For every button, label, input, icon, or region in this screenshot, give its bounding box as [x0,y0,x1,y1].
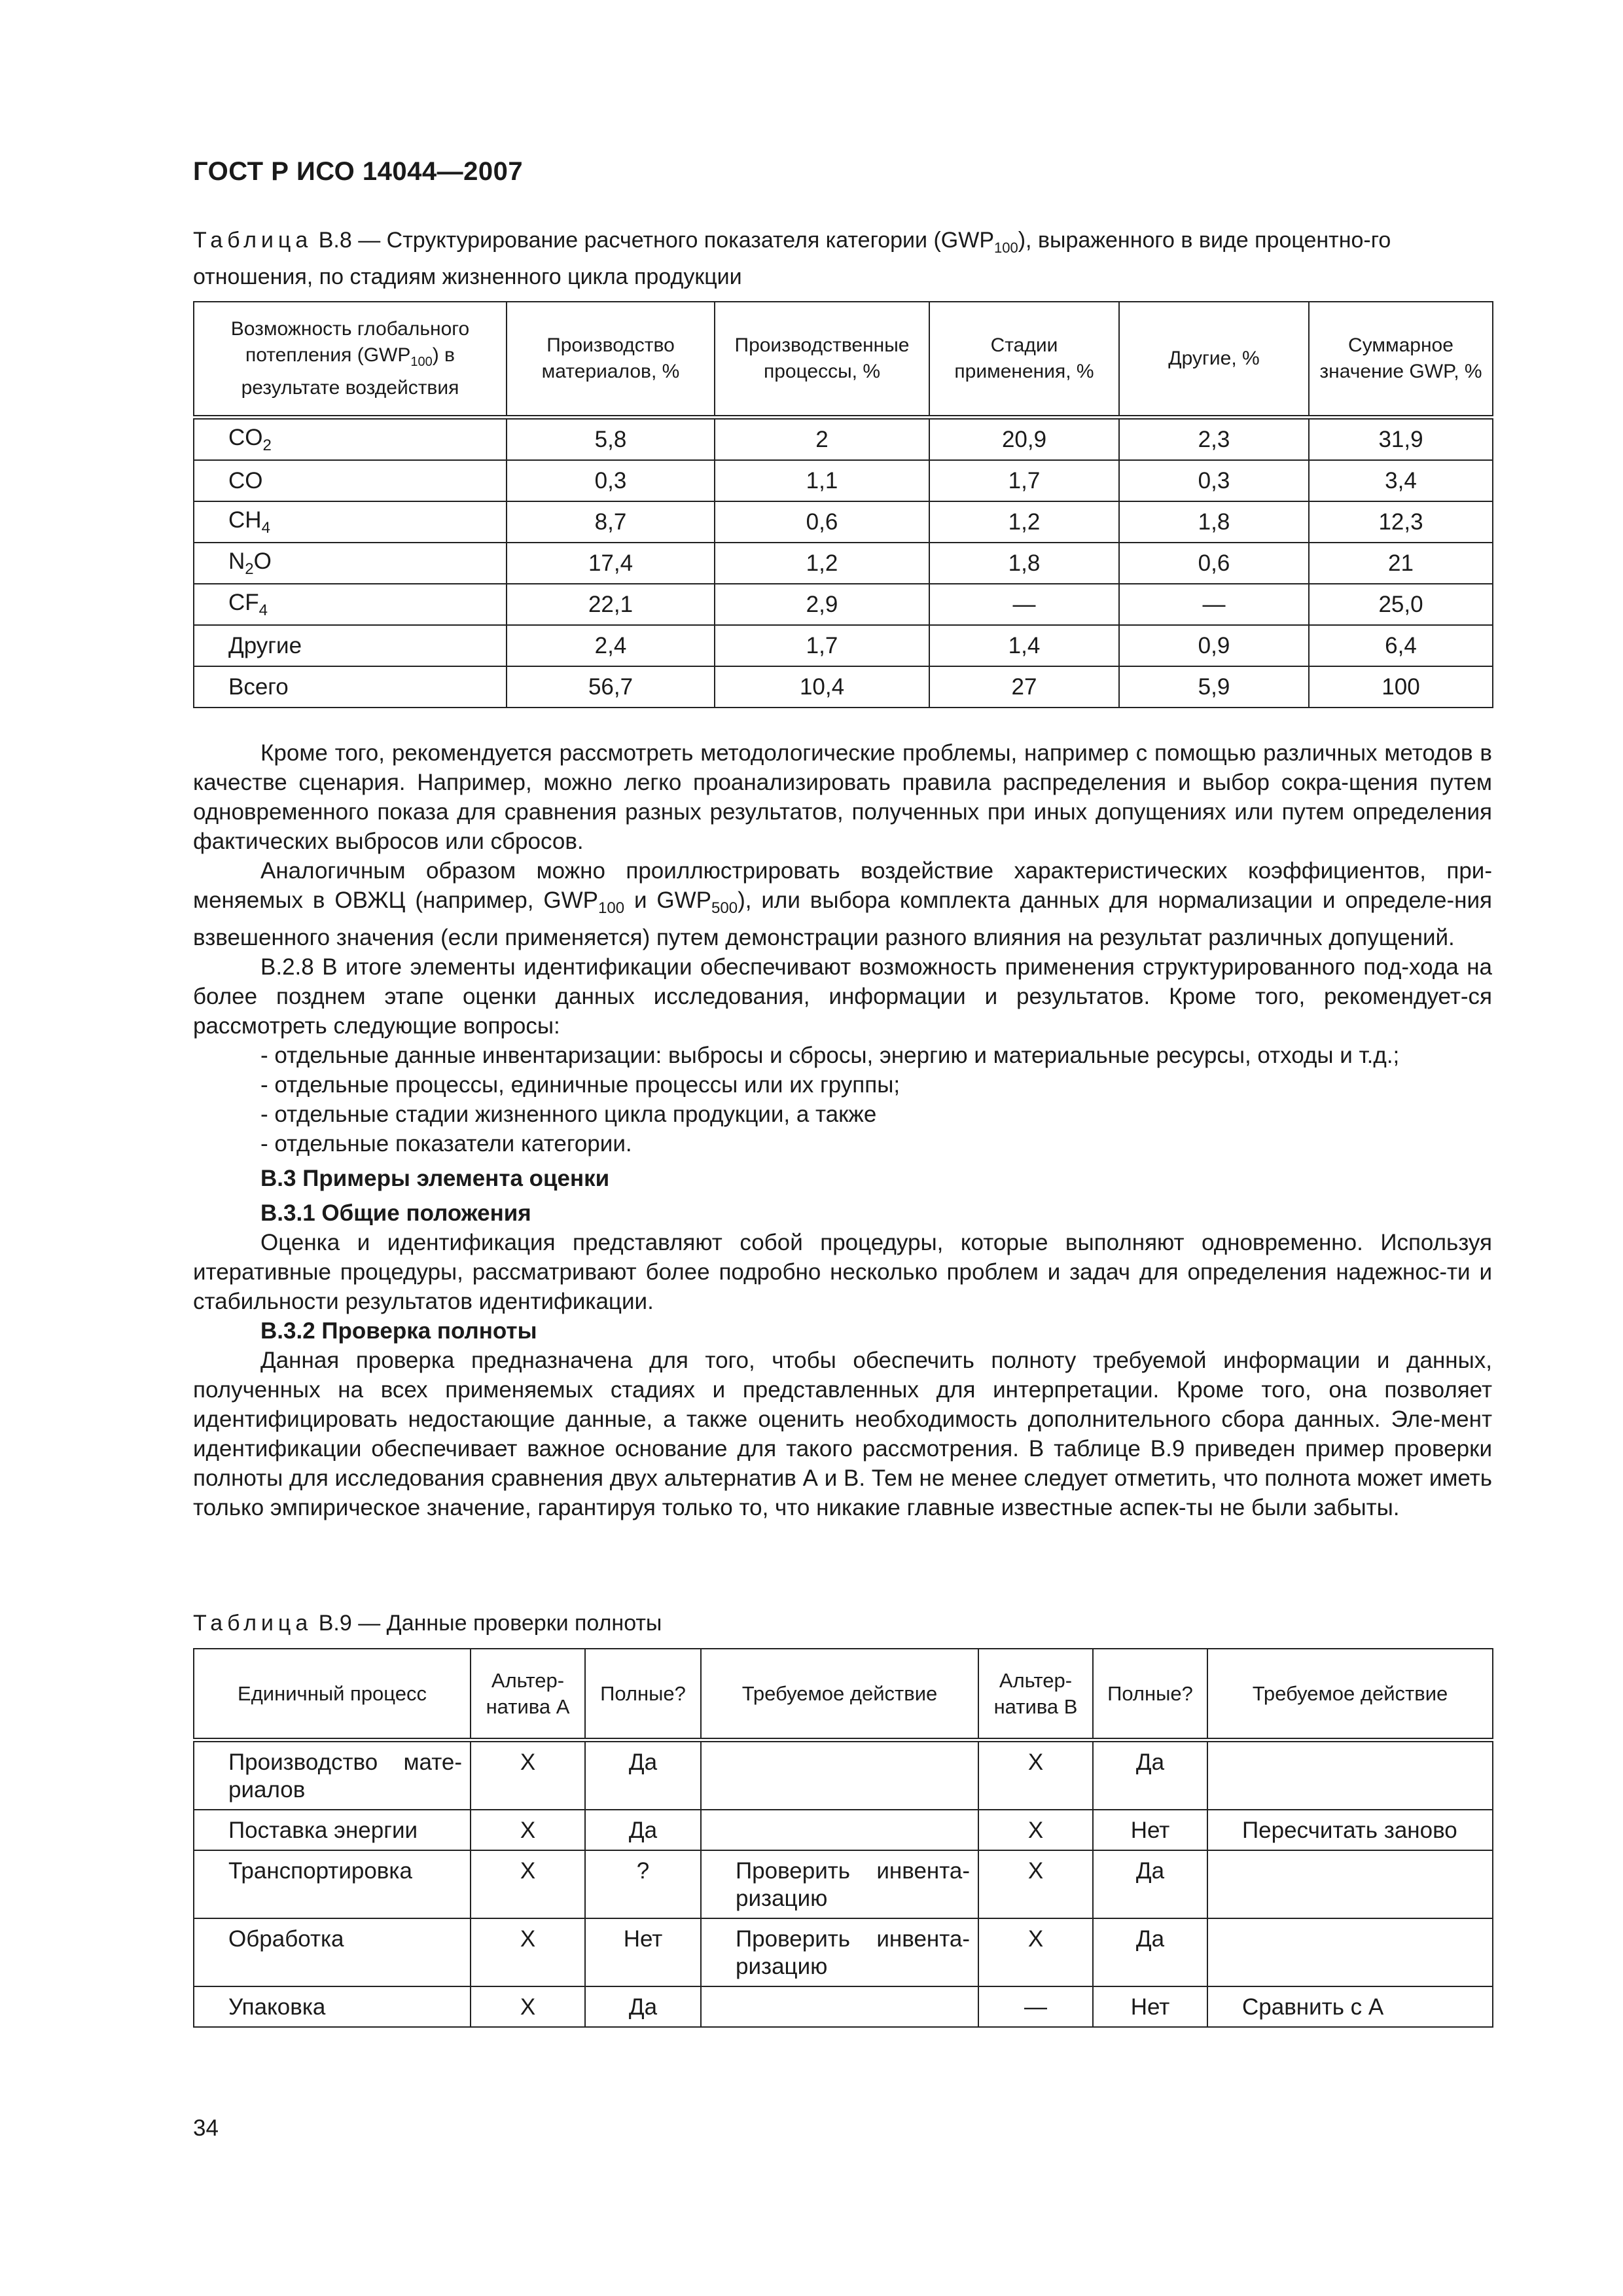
table-b9-header-action-b: Требуемое действие [1207,1649,1493,1740]
section-heading: В.3.1 Общие положения [260,1200,531,1226]
table-b8-header-processes: Производственные процессы, % [715,302,929,418]
table-cell: X [471,1850,585,1918]
table-cell: Проверить инвента-ризацию [701,1918,978,1986]
table-cell: X [471,1986,585,2027]
table-cell: 0,6 [1119,543,1309,584]
table-row [194,584,1493,625]
table-cell: X [978,1810,1093,1850]
table-row [194,501,1493,543]
table-cell: 1,1 [715,460,929,501]
table-cell: 1,7 [929,460,1119,501]
paragraph: Аналогичным образом можно проиллюстрировать воздействие характеристических коэффициентов, при-меняемых в ОВЖЦ (например, $GWP_{100}$ и $GWP_{500}$), или выбора комплекта данных для нормализации и определе-ния взвешенного значения (если применяется) путем демонстрации разного влияния на результат различных допущений. [193,858,1493,950]
table-b8-row-label: $CH_4$ [194,501,507,543]
table-cell: Проверить инвента-ризацию [701,1850,978,1918]
list-item: - отдельные показатели категории. [260,1131,632,1157]
table-b8-row-label: $N_2O$ [194,543,507,584]
table-cell [1207,1850,1493,1918]
table-b8-caption [193,226,1492,292]
table-row [194,418,1493,461]
table-cell: Пересчитать заново [1207,1810,1493,1850]
table-b8-row-label: $CF_4$ [194,584,507,625]
table-cell: 6,4 [1309,625,1493,666]
table-cell: 25,0 [1309,584,1493,625]
table-b8-caption-text: В.8 — Структурирование расчетного показателя категории (GWP [312,228,995,253]
table-cell: 2,4 [507,625,715,666]
table-cell: Да [1093,1850,1207,1918]
table-cell: 27 [929,666,1119,708]
table-b8-row-label: Всего [194,666,507,708]
table-cell: Обработка [194,1918,471,1986]
table-row [194,1986,1493,2027]
table-cell: X [471,1740,585,1810]
table-cell: 100 [1309,666,1493,708]
section-heading: В.3 Примеры элемента оценки [260,1166,610,1191]
table-cell: 2,9 [715,584,929,625]
table-cell: X [471,1810,585,1850]
table-cell: X [471,1918,585,1986]
table-cell: — [978,1986,1093,2027]
table-cell: Поставка энергии [194,1810,471,1850]
table-b9-header-complete-a: Полные? [585,1649,701,1740]
table-cell: Да [585,1986,701,2027]
table-cell: 20,9 [929,418,1119,461]
table-cell: 1,8 [1119,501,1309,543]
table-cell: Нет [1093,1986,1207,2027]
table-cell [1207,1740,1493,1810]
table-cell: 0,6 [715,501,929,543]
table-cell: Сравнить с А [1207,1986,1493,2027]
table-row [194,1850,1493,1918]
table-b8-header-materials: Производство материалов, % [507,302,715,418]
table-b8-row-label: CO [194,460,507,501]
table-cell: ? [585,1850,701,1918]
list-item: - отдельные стадии жизненного цикла продукции, а также [260,1102,877,1127]
table-cell: 1,2 [715,543,929,584]
paragraph: Кроме того, рекомендуется рассмотреть методологические проблемы, например с помощью различных методов в качестве сценария. Например, можно легко проанализировать правила распределения и выбор сокра-щения путем одновременного показа для сравнения разных результатов, полученных при иных допущениях или путем определения фактических выбросов или сбросов. [193,740,1492,854]
table-cell: X [978,1918,1093,1986]
table-row [194,1918,1493,1986]
table-cell [701,1986,978,2027]
table-b8-caption-rest: ), выраженного в виде процентно-го отношения, по стадиям жизненного цикла продукции [193,228,1391,289]
table-cell: Да [585,1810,701,1850]
page-number: 34 [193,2115,219,2141]
table-cell [701,1810,978,1850]
paragraph: Данная проверка предназначена для того, чтобы обеспечить полноту требуемой информации и данных, полученных на всех применяемых стадиях и представленных для интерпретации. Кроме того, она позволяет идентифицировать недостающие данные, а также оценить необходимость дополнительного сбора данных. Эле-мент идентификации обеспечивает важное основание для такого рассмотрения. В таблице В.9 приведен пример проверки полноты для исследования сравнения двух альтернатив А и В. Тем не менее следует отметить, что полнота может иметь только эмпирическое значение, гарантируя только то, что никакие главные известные аспек-ты не были забыты. [193,1348,1492,1520]
table-cell: 0,9 [1119,625,1309,666]
list-item: - отдельные процессы, единичные процессы или их группы; [260,1072,901,1098]
table-cell: 5,8 [507,418,715,461]
table-cell: 1,2 [929,501,1119,543]
list-item: - отдельные данные инвентаризации: выбросы и сбросы, энергию и материальные ресурсы, отходы и т.д.; [260,1043,1400,1068]
table-cell: 5,9 [1119,666,1309,708]
table-cell: 56,7 [507,666,715,708]
table-cell: 1,8 [929,543,1119,584]
table-cell: 1,7 [715,625,929,666]
table-b8-header-gwp: Возможность глобального потепления $(GWP_{100})$ в результате воздействия [194,302,507,418]
table-cell: 31,9 [1309,418,1493,461]
table-b9-caption-text: В.9 — Данные проверки полноты [312,1611,662,1636]
table-b8-header-row [194,302,1493,418]
table-cell [1207,1918,1493,1986]
table-row [194,1740,1493,1810]
table-cell: Да [1093,1740,1207,1810]
table-b8-row-label: Другие [194,625,507,666]
table-cell: Производство мате-риалов [194,1740,471,1810]
table-cell: Упаковка [194,1986,471,2027]
table-b9-header-row [194,1649,1493,1740]
table-b8-row-label: $CO_2$ [194,418,507,461]
table-b9-header-action-a: Требуемое действие [701,1649,978,1740]
table-cell: Да [1093,1918,1207,1986]
paragraph: В.2.8 В итоге элементы идентификации обеспечивают возможность применения структурированного под-хода на более позднем этапе оценки данных исследования, информации и результатов. Кроме того, рекомендует-ся рассмотреть следующие вопросы: [193,954,1492,1039]
table-cell: Да [585,1740,701,1810]
table-b9 [193,1648,1493,2028]
table-row [194,625,1493,666]
table-b8-caption-sub: 100 [994,239,1018,256]
table-cell: Транспортировка [194,1850,471,1918]
table-cell: 1,4 [929,625,1119,666]
table-row [194,666,1493,708]
table-cell: X [978,1850,1093,1918]
table-cell: — [1119,584,1309,625]
table-cell: X [978,1740,1093,1810]
table-cell: 10,4 [715,666,929,708]
table-b8 [193,301,1493,708]
table-cell [701,1740,978,1810]
table-b8-header-other: Другие, % [1119,302,1309,418]
table-row [194,543,1493,584]
table-cell: 17,4 [507,543,715,584]
table-b9-header-process: Единичный процесс [194,1649,471,1740]
document-header: ГОСТ Р ИСО 14044—2007 [193,157,524,186]
table-b9-header-alt-b: Альтер-натива В [978,1649,1093,1740]
table-row [194,460,1493,501]
table-cell: 0,3 [1119,460,1309,501]
table-cell: 2,3 [1119,418,1309,461]
paragraph: Оценка и идентификация представляют собой процедуры, которые выполняют одновременно. Используя итеративные процедуры, рассматривают более подробно несколько проблем и задач для определения надежнос-ти и стабильности результатов идентификации. [193,1230,1492,1314]
table-b8-header-use: Стадии применения, % [929,302,1119,418]
table-cell: Нет [1093,1810,1207,1850]
table-b8-header-total: Суммарное значение GWP, % [1309,302,1493,418]
table-cell: 3,4 [1309,460,1493,501]
section-heading: В.3.2 Проверка полноты [260,1318,537,1344]
table-b8-caption-prefix: Таблица [193,228,313,253]
table-cell: 8,7 [507,501,715,543]
table-cell: 22,1 [507,584,715,625]
table-b9-header-alt-a: Альтер-натива А [471,1649,585,1740]
table-cell: Нет [585,1918,701,1986]
table-cell: 12,3 [1309,501,1493,543]
table-b9-caption-prefix: Таблица [193,1611,313,1636]
table-cell: 21 [1309,543,1493,584]
table-row [194,1810,1493,1850]
table-b9-header-complete-b: Полные? [1093,1649,1207,1740]
table-b9-caption [193,1609,1492,1638]
table-cell: 0,3 [507,460,715,501]
table-cell: 2 [715,418,929,461]
body-text [193,738,1492,1522]
table-cell: — [929,584,1119,625]
